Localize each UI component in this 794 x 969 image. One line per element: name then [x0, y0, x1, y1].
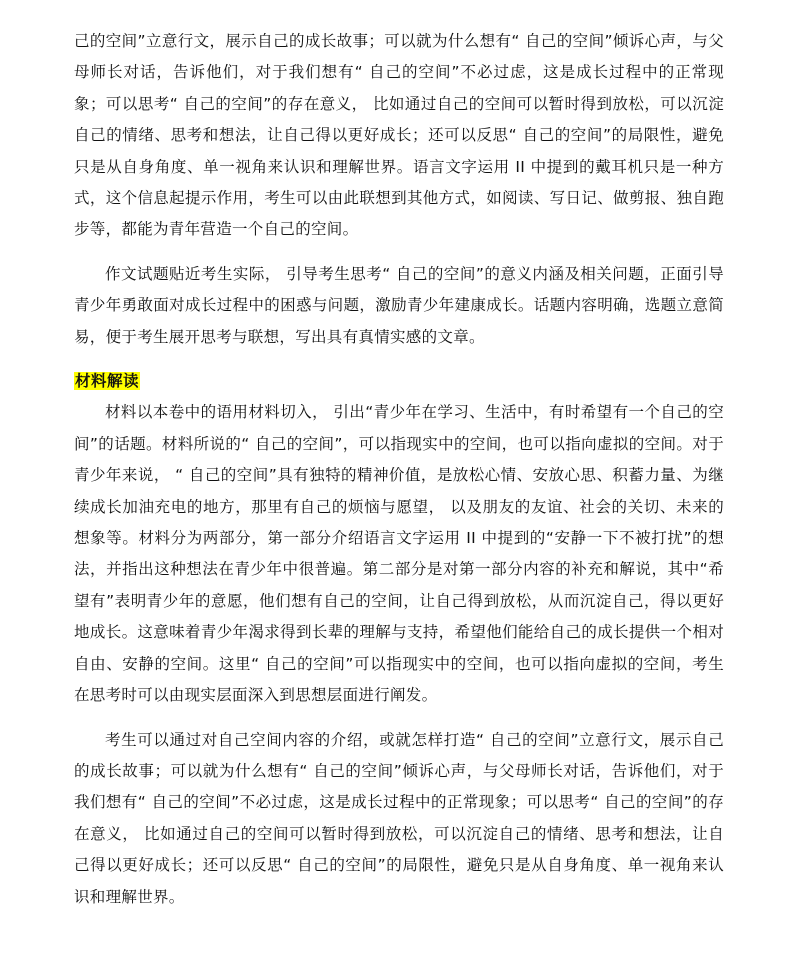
document-body — [74, 26, 724, 913]
paragraph-continued: 己的空间”立意行文，展示自己的成长故事；可以就为什么想有“ 自己的空间”倾诉心声，与父母师长对话，告诉他们，对于我们想有“ 自己的空间”不必过虑，这是成长过程中的正常现象；可以思考“ 自己的空间”的存在意义， 比如通过自己的空间可以暂时得到放松，可以沉淀自己的情绪、思考和想法，让自己得以更好成长；还可以反思“ 自己的空间”的局限性，避免只是从自身角度、单一视角来认识和理解世界。语言文字运用 II 中提到的戴耳机只是一种方式，这个信息起提示作用，考生可以由此联想到其他方式，如阅读、写日记、做剪报、独自跑步等，都能为青年营造一个自己的空间。 — [74, 32, 724, 239]
paragraph-gap — [74, 353, 724, 366]
section-heading: 材料解读 — [75, 372, 140, 391]
section-heading-row — [74, 366, 724, 397]
paragraph-writing-suggestions: 考生可以通过对自己空间内容的介绍，或就怎样打造“ 自己的空间”立意行文，展示自己的成长故事；可以就为什么想有“ 自己的空间”倾诉心声，与父母师长对话，告诉他们，对于我们想有“ 自己的空间”不必过虑，这是成长过程中的正常现象；可以思考“ 自己的空间”的存在意义， 比如通过自己的空间可以暂时得到放松，可以沉淀自己的情绪、思考和想法，让自己得以更好成长；还可以反思“ 自己的空间”的局限性，避免只是从自身角度、单一视角来认识和理解世界。 — [74, 730, 724, 906]
paragraph-gap — [74, 712, 724, 725]
paragraph-material-analysis: 材料以本卷中的语用材料切入， 引出“青少年在学习、生活中，有时希望有一个自己的空间”的话题。材料所说的“ 自己的空间”，可以指现实中的空间，也可以指向虚拟的空间。对于青少年来说， “ 自己的空间”具有独特的精神价值，是放松心情、安放心思、积蓄力量、为继续成长加油充电的地方，那里有自己的烦恼与愿望， 以及朋友的友谊、社会的关切、未来的想象等。材料分为两部分，第一部分介绍语言文字运用 II 中提到的“安静一下不被打扰”的想法，并指出这种想法在青少年中很普遍。第二部分是对第一部分内容的补充和解说，其中“希望有”表明青少年的意愿，他们想有自己的空间，让自己得到放松，从而沉淀自己，得以更好地成长。这意味着青少年渴求得到长辈的理解与支持，希望他们能给自己的成长提供一个相对自由、安静的空间。这里“ 自己的空间”可以指现实中的空间，也可以指向虚拟的空间，考生在思考时可以由现实层面深入到思想层面进行阐发。 — [74, 403, 724, 705]
paragraph-summary: 作文试题贴近考生实际， 引导考生思考“ 自己的空间”的意义内涵及相关问题，正面引导青少年勇敢面对成长过程中的困惑与问题，激励青少年建康成长。话题内容明确，选题立意简易，便于考生展开思考与联想，写出具有真情实感的文章。 — [74, 264, 724, 346]
paragraph-gap — [74, 246, 724, 259]
